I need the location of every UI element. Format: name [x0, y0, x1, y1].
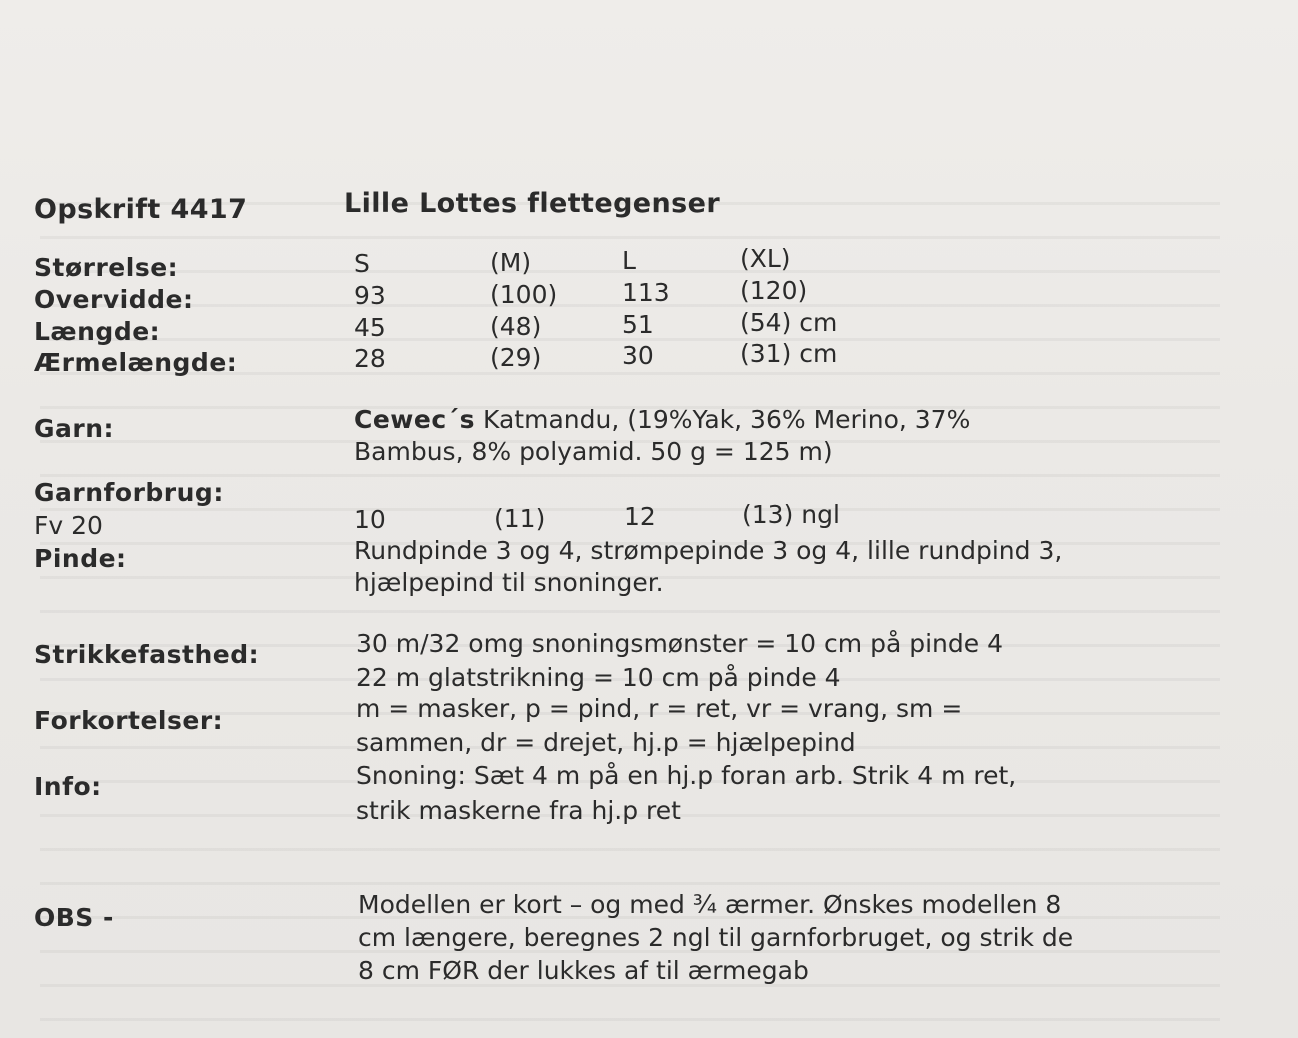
yarn-brand: Cewec´s [354, 405, 476, 434]
sizes-label: Størrelse: [34, 253, 179, 282]
abbreviations-line-1: m = masker, p = pind, r = ret, vr = vrang, sm = [356, 694, 963, 723]
measurement-label-sleeve: Ærmelængde: [34, 348, 238, 377]
obs-label: OBS - [34, 903, 114, 932]
pattern-number: Opskrift 4417 [34, 194, 248, 225]
info-line-1: Snoning: Sæt 4 m på en hj.p foran arb. Strik 4 m ret, [356, 761, 1017, 790]
yarn-color-label: Fv 20 [34, 511, 103, 540]
obs-line-2: cm længere, beregnes 2 ngl til garnforbruget, og strik de [358, 923, 1074, 952]
measurement-value: 28 [354, 344, 386, 373]
size-value: L [622, 246, 636, 275]
measurement-value: (48) [490, 312, 542, 341]
measurement-value: (120) [740, 276, 808, 305]
measurement-label-length: Længde: [34, 317, 161, 346]
measurement-label-chest: Overvidde: [34, 285, 194, 314]
size-value: (M) [490, 248, 532, 277]
obs-line-3: 8 cm FØR der lukkes af til ærmegab [358, 956, 809, 985]
needles-label: Pinde: [34, 544, 127, 573]
measurement-value: 30 [622, 341, 654, 370]
yarn-line-2: Bambus, 8% polyamid. 50 g = 125 m) [354, 437, 833, 466]
size-value: (XL) [740, 244, 791, 273]
size-value: S [354, 249, 370, 278]
info-line-2: strik maskerne fra hj.p ret [356, 796, 681, 825]
abbreviations-line-2: sammen, dr = drejet, hj.p = hjælpepind [356, 728, 856, 757]
abbreviations-label: Forkortelser: [34, 706, 224, 735]
measurement-value: (54) cm [740, 308, 838, 337]
measurement-value: (31) cm [740, 339, 838, 368]
yarn-usage-value: (11) [494, 504, 546, 533]
info-label: Info: [34, 772, 102, 801]
yarn-usage-value: 12 [624, 502, 656, 531]
gauge-line-1: 30 m/32 omg snoningsmønster = 10 cm på pinde 4 [356, 629, 1003, 658]
measurement-value: 93 [354, 281, 386, 310]
obs-line-1: Modellen er kort – og med ¾ ærmer. Ønskes modellen 8 [358, 890, 1062, 919]
needles-line-1: Rundpinde 3 og 4, strømpepinde 3 og 4, lille rundpind 3, [354, 536, 1063, 565]
needles-line-2: hjælpepind til snoninger. [354, 568, 664, 597]
yarn-label: Garn: [34, 414, 115, 443]
yarn-details: Katmandu, (19%Yak, 36% Merino, 37% [475, 405, 971, 434]
measurement-value: 45 [354, 313, 386, 342]
gauge-line-2: 22 m glatstrikning = 10 cm på pinde 4 [356, 663, 841, 692]
measurement-value: (100) [490, 280, 558, 309]
yarn-line-1 [354, 404, 970, 436]
measurement-value: (29) [490, 343, 542, 372]
measurement-value: 113 [622, 278, 670, 307]
yarn-usage-value: 10 [354, 505, 386, 534]
yarn-usage-value: (13) ngl [742, 500, 840, 529]
yarn-usage-label: Garnforbrug: [34, 478, 224, 507]
measurement-value: 51 [622, 310, 654, 339]
gauge-label: Strikkefasthed: [34, 640, 260, 669]
pattern-title: Lille Lottes flettegenser [344, 188, 721, 219]
